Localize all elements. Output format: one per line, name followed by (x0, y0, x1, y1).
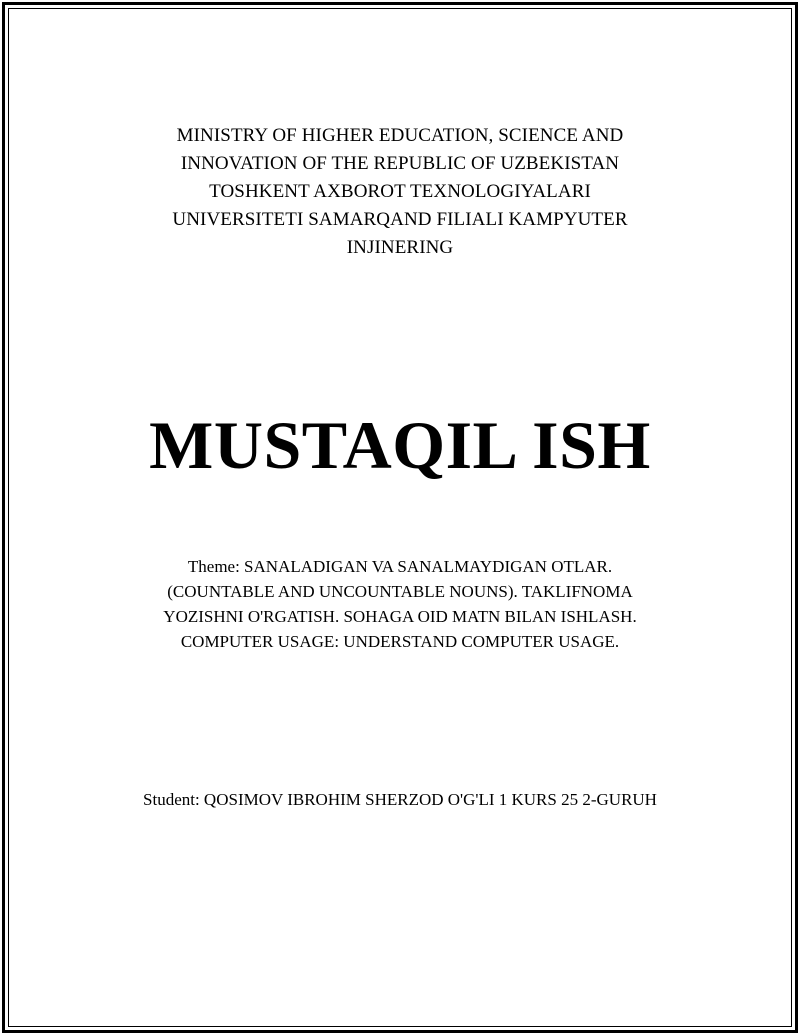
theme-line: Theme: SANALADIGAN VA SANALMAYDIGAN OTLAR. (187, 557, 613, 576)
institution-header (0, 122, 800, 262)
document-title: MUSTAQIL ISH (149, 407, 651, 483)
header-line: UNIVERSITETI SAMARQAND FILIALI KAMPYUTER (172, 209, 628, 230)
header-line: INJINERING (346, 237, 454, 258)
student-info: Student: QOSIMOV IBROHIM SHERZOD O'G'LI 1 KURS 25 2-GURUH (143, 790, 657, 809)
theme-line: (COUNTABLE AND UNCOUNTABLE NOUNS). TAKLIFNOMA (167, 582, 633, 601)
theme-line: COMPUTER USAGE: UNDERSTAND COMPUTER USAGE. (180, 632, 620, 651)
theme-line: YOZISHNI O'RGATISH. SOHAGA OID MATN BILAN ISHLASH. (163, 607, 637, 626)
header-line: TOSHKENT AXBOROT TEXNOLOGIYALARI (209, 181, 591, 202)
header-line: INNOVATION OF THE REPUBLIC OF UZBEKISTAN (180, 153, 620, 174)
header-line: MINISTRY OF HIGHER EDUCATION, SCIENCE AND (176, 125, 624, 146)
theme-description (0, 554, 800, 654)
